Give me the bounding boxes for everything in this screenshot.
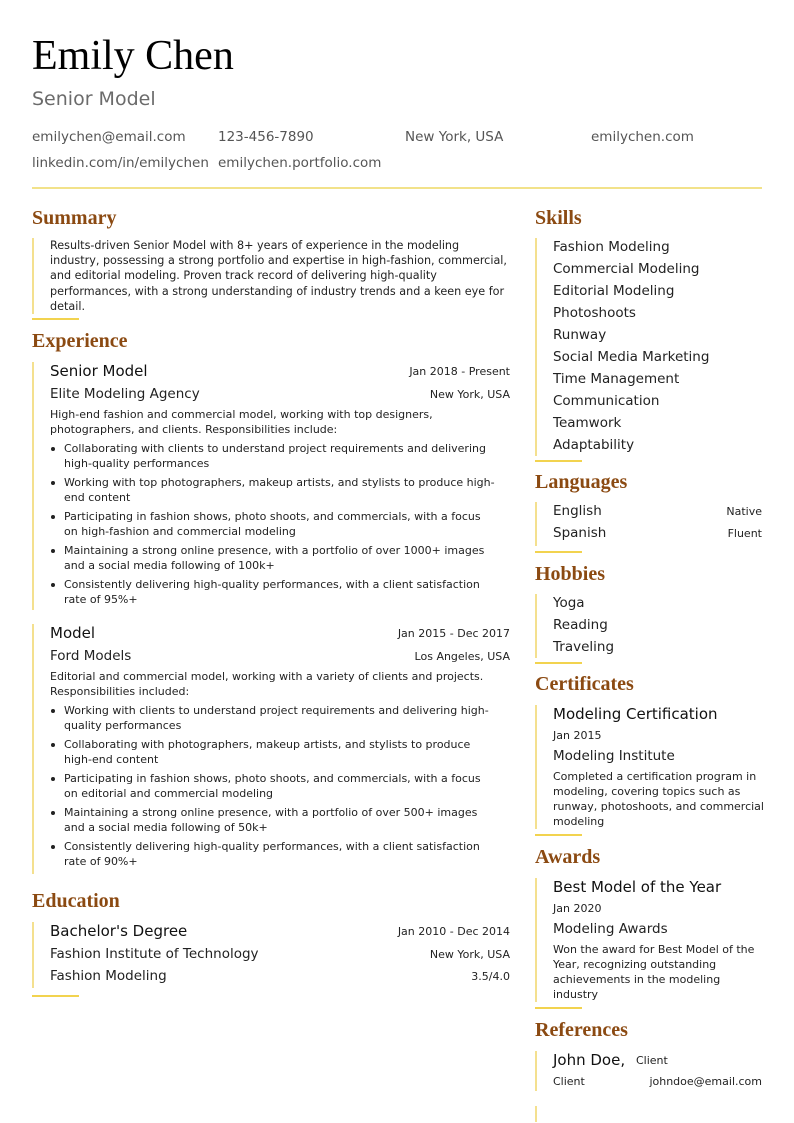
- experience-heading: Experience: [32, 330, 128, 352]
- certificate-title: Modeling Certification: [553, 705, 718, 723]
- list-item: Consistently delivering high-quality performances, with a client satisfaction rate of 90%+: [50, 839, 496, 869]
- language-name: Spanish: [553, 525, 607, 541]
- list-item: Consistently delivering high-quality performances, with a client satisfaction rate of 95%+: [50, 577, 496, 607]
- contact-linkedin[interactable]: linkedin.com/in/emilychen: [32, 155, 209, 171]
- job1-company: Elite Modeling Agency: [50, 386, 200, 402]
- language-level: Fluent: [727, 527, 762, 540]
- skill-item: Teamwork: [553, 415, 622, 431]
- reference-relation: Client: [636, 1054, 668, 1067]
- hobbies-rule: [535, 662, 582, 664]
- candidate-name: Emily Chen: [32, 33, 234, 79]
- skill-item: Commercial Modeling: [553, 261, 700, 277]
- contact-portfolio[interactable]: emilychen.portfolio.com: [218, 155, 382, 171]
- contact-website[interactable]: emilychen.com: [591, 129, 694, 145]
- skill-item: Fashion Modeling: [553, 239, 670, 255]
- hobby-item: Traveling: [553, 639, 615, 655]
- job2-location: Los Angeles, USA: [414, 650, 510, 663]
- reference-email[interactable]: johndoe@email.com: [649, 1075, 762, 1088]
- skills-accent: [535, 238, 537, 456]
- contact-phone[interactable]: 123-456-7890: [218, 129, 314, 145]
- references-heading: References: [535, 1019, 628, 1041]
- job1-accent: [32, 362, 34, 610]
- job2-accent: [32, 624, 34, 874]
- header-divider: [32, 187, 762, 189]
- skills-heading: Skills: [535, 207, 582, 229]
- hobbies-heading: Hobbies: [535, 563, 606, 585]
- skill-item: Adaptability: [553, 437, 635, 453]
- reference-name: John Doe,: [553, 1051, 626, 1069]
- references-accent: [535, 1051, 537, 1091]
- list-item: Collaborating with clients to understand project requirements and delivering high-quality performances: [50, 441, 496, 471]
- languages-heading: Languages: [535, 471, 628, 493]
- job2-title: Model: [50, 624, 96, 642]
- contact-location: New York, USA: [405, 129, 504, 145]
- job1-description: High-end fashion and commercial model, working with top designers, photographers, and clients. Responsibilities include:: [50, 408, 433, 436]
- education-degree: Bachelor's Degree: [50, 922, 188, 940]
- certificates-accent: [535, 705, 537, 829]
- summary-text: Results-driven Senior Model with 8+ years of experience in the modeling industry, possessing a strong portfolio and expertise in high-fashion, commercial, and editorial modeling. Proven track record of delivering high-quality performances, with a strong understanding of industry trends and a keen eye for detail.: [50, 239, 507, 313]
- hobby-item: Reading: [553, 617, 608, 633]
- education-gpa: 3.5/4.0: [471, 970, 510, 983]
- award-date: Jan 2020: [553, 902, 602, 915]
- job1-bullets: [50, 441, 496, 611]
- list-item: Participating in fashion shows, photo shoots, and commercials, with a focus on editorial and commercial modeling: [50, 771, 496, 801]
- summary-heading: Summary: [32, 207, 117, 229]
- awards-accent: [535, 878, 537, 1002]
- list-item: Maintaining a strong online presence, with a portfolio of over 1000+ images and a social media following of 100k+: [50, 543, 496, 573]
- award-description: Won the award for Best Model of the Year, recognizing outstanding achievements in the modeling industry: [553, 943, 755, 1001]
- award-title: Best Model of the Year: [553, 878, 722, 896]
- list-item: Working with clients to understand project requirements and delivering high-quality performances: [50, 703, 496, 733]
- hobby-item: Yoga: [553, 595, 585, 611]
- education-rule: [32, 995, 79, 997]
- education-accent: [32, 922, 34, 988]
- job1-title: Senior Model: [50, 362, 148, 380]
- education-location: New York, USA: [429, 948, 510, 961]
- contact-email[interactable]: emilychen@email.com: [32, 129, 186, 145]
- certificates-rule: [535, 834, 582, 836]
- certificate-description: Completed a certification program in modeling, covering topics such as runway, photoshoots, and commercial modeling: [553, 770, 764, 828]
- candidate-role: Senior Model: [32, 88, 156, 110]
- reference-position: Client: [553, 1075, 585, 1088]
- skill-item: Social Media Marketing: [553, 349, 710, 365]
- job1-location: New York, USA: [429, 388, 510, 401]
- job2-bullets: [50, 703, 496, 873]
- education-dates: Jan 2010 - Dec 2014: [397, 925, 510, 938]
- education-school: Fashion Institute of Technology: [50, 946, 259, 962]
- skill-item: Photoshoots: [553, 305, 636, 321]
- languages-accent: [535, 502, 537, 546]
- job1-dates: Jan 2018 - Present: [409, 365, 510, 378]
- list-item: Participating in fashion shows, photo shoots, and commercials, with a focus on high-fashion and commercial modeling: [50, 509, 496, 539]
- skill-item: Editorial Modeling: [553, 283, 675, 299]
- certificates-heading: Certificates: [535, 673, 634, 695]
- awards-heading: Awards: [535, 846, 601, 868]
- list-item: Collaborating with photographers, makeup artists, and stylists to produce high-end content: [50, 737, 496, 767]
- award-org: Modeling Awards: [553, 921, 668, 937]
- skill-item: Time Management: [553, 371, 680, 387]
- list-item: Working with top photographers, makeup artists, and stylists to produce high-end content: [50, 475, 496, 505]
- skills-rule: [535, 460, 582, 462]
- list-item: Maintaining a strong online presence, with a portfolio of over 500+ images and a social media following of 50k+: [50, 805, 496, 835]
- summary-accent: [32, 238, 34, 314]
- education-field: Fashion Modeling: [50, 968, 167, 984]
- job2-description: Editorial and commercial model, working with a variety of clients and projects. Responsibilities included:: [50, 670, 484, 698]
- skill-item: Communication: [553, 393, 660, 409]
- certificate-date: Jan 2015: [553, 729, 602, 742]
- language-name: English: [553, 503, 602, 519]
- education-heading: Education: [32, 890, 120, 912]
- certificate-org: Modeling Institute: [553, 748, 675, 764]
- summary-rule: [32, 318, 79, 320]
- language-level: Native: [726, 505, 762, 518]
- references-accent-2: [535, 1106, 537, 1122]
- awards-rule: [535, 1007, 582, 1009]
- job2-company: Ford Models: [50, 648, 132, 664]
- skill-item: Runway: [553, 327, 607, 343]
- hobbies-accent: [535, 594, 537, 658]
- languages-rule: [535, 551, 582, 553]
- job2-dates: Jan 2015 - Dec 2017: [397, 627, 510, 640]
